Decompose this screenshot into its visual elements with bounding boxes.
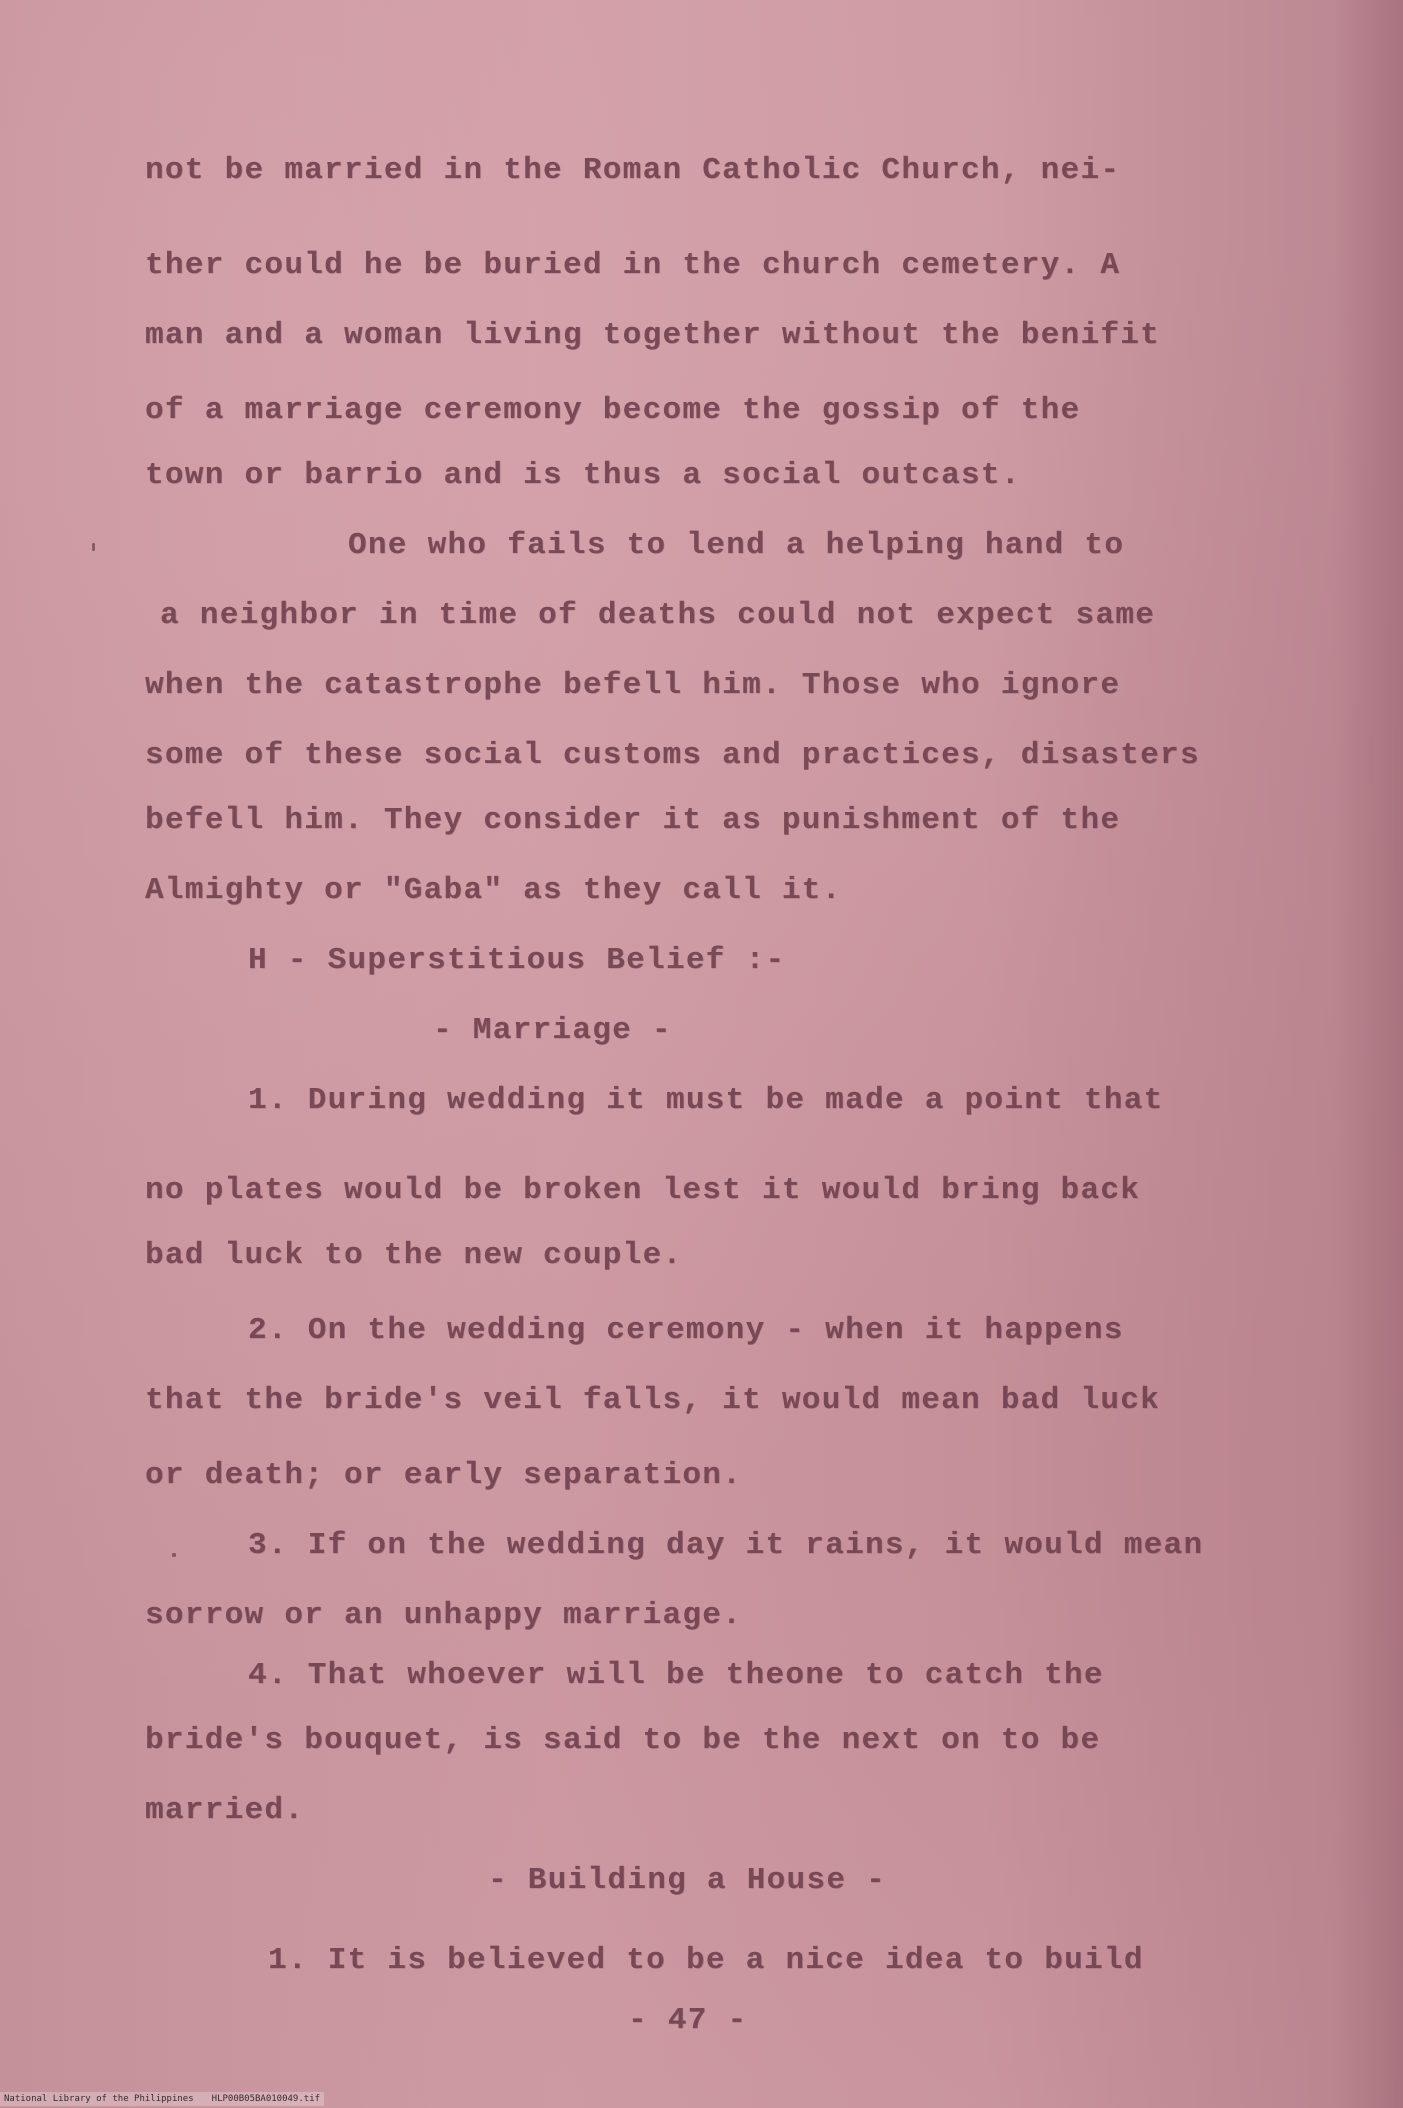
text-line-26: 1. It is believed to be a nice idea to build [268, 1943, 1144, 1978]
text-line-7: a neighbor in time of deaths could not expect same [160, 598, 1156, 633]
footer-file-id: HLP00B05BA010049.tif [211, 2094, 321, 2104]
text-line-23: bride's bouquet, is said to be the next on to be [145, 1723, 1101, 1758]
section-heading-superstitious-belief: H - Superstitious Belief :- [248, 943, 786, 978]
text-line-24: married. [145, 1793, 305, 1828]
text-line-19: or death; or early separation. [145, 1458, 743, 1493]
text-line-4: of a marriage ceremony become the gossip of the [145, 393, 1081, 428]
paper-speck [172, 1553, 176, 1557]
subheading-marriage: - Marriage - [433, 1013, 672, 1048]
page-edge-shadow [1333, 0, 1403, 2108]
text-line-6: One who fails to lend a helping hand to [348, 528, 1125, 563]
text-line-14: 1. During wedding it must be made a point that [248, 1083, 1164, 1118]
page-number: - 47 - [628, 2003, 748, 2038]
text-line-11: Almighty or "Gaba" as they call it. [145, 873, 842, 908]
text-line-15: no plates would be broken lest it would bring back [145, 1173, 1141, 1208]
text-line-16: bad luck to the new couple. [145, 1238, 683, 1273]
subheading-building-a-house: - Building a House - [488, 1863, 887, 1898]
text-line-8: when the catastrophe befell him. Those who ignore [145, 668, 1121, 703]
text-line-10: befell him. They consider it as punishment of the [145, 803, 1121, 838]
text-line-1: not be married in the Roman Catholic Church, nei- [145, 153, 1121, 188]
text-line-20: 3. If on the wedding day it rains, it would mean [248, 1528, 1204, 1563]
text-line-17: 2. On the wedding ceremony - when it happens [248, 1313, 1124, 1348]
text-line-22: 4. That whoever will be theone to catch the [248, 1658, 1104, 1693]
text-line-18: that the bride's veil falls, it would mean bad luck [145, 1383, 1161, 1418]
text-line-21: sorrow or an unhappy marriage. [145, 1598, 743, 1633]
text-line-2: ther could he be buried in the church cemetery. A [145, 248, 1121, 283]
text-line-3: man and a woman living together without the benifit [145, 318, 1161, 353]
text-line-9: some of these social customs and practices, disasters [145, 738, 1200, 773]
text-line-5: town or barrio and is thus a social outcast. [145, 458, 1021, 493]
paper-speck [92, 543, 95, 551]
footer-institution: National Library of the Philippines [4, 2094, 194, 2104]
scan-footer [0, 2092, 324, 2106]
